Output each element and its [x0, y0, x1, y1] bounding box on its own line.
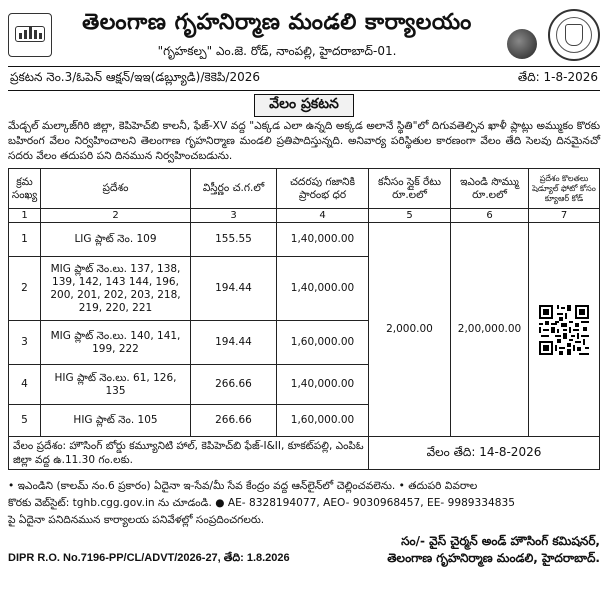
note-line: కొరకు వెబ్‌సైట్: tghb.cgg.gov.in ను చూడండి. ● AE- 8328194077, AEO- 9030968457, EE- 9989334835 [8, 497, 515, 509]
government-seal-icon [548, 9, 600, 61]
header-area: విస్తీర్ణం చ.గ.లో [191, 169, 277, 209]
header-qr: ప్రదేశం కొలతలు షెడ్యూల్ ఫోటో కోసం క్యూఆర్ కోడ్ [529, 169, 600, 209]
housing-board-logo [8, 13, 52, 57]
row-place: LIG ప్లాట్ నెం. 109 [41, 223, 191, 257]
row-price: 1,40,000.00 [277, 365, 369, 405]
notice-number: ప్రకటన నెం.3/ఓపెన్ ఆక్షన్/ఇఇ(డబ్ల్యూడి)/కెకెపి/2026 [10, 70, 261, 84]
row-area: 194.44 [191, 321, 277, 365]
row-area: 266.66 [191, 365, 277, 405]
telangana-rising-logo [502, 11, 542, 59]
auction-venue: వేలం ప్రదేశం: హౌసింగ్ బోర్డు కమ్యూనిటి హాల్, కెపిహెచ్‌బి ఫేజ్-I&II, కూకట్‌పల్లి, ఎంపిఓ జిల్లా వద్ద ఉ.11.30 గం.లకు. [9, 437, 369, 469]
col-number: 6 [451, 209, 529, 223]
title-block [52, 10, 502, 61]
col-number: 7 [529, 209, 600, 223]
qr-code-icon[interactable] [539, 305, 589, 355]
row-price: 1,60,000.00 [277, 405, 369, 437]
row-place: MIG ప్లాట్ నెం.లు. 137, 138, 139, 142, 143 144, 196, 200, 201, 202, 203, 218, 219, 220, 221 [41, 257, 191, 321]
signatory [387, 533, 600, 567]
auction-banner: వేలం ప్రకటన [254, 94, 354, 117]
header-place: ప్రదేశం [41, 169, 191, 209]
qr-code-cell [529, 223, 600, 437]
reference-line [8, 66, 600, 91]
col-number: 5 [369, 209, 451, 223]
row-place: MIG ప్లాట్ నెం.లు. 140, 141, 199, 222 [41, 321, 191, 365]
col-number: 3 [191, 209, 277, 223]
dipr-ro-number: DIPR R.O. No.7196-PP/CL/ADVT/2026-27, తేది: 1.8.2026 [8, 552, 290, 564]
row-price: 1,40,000.00 [277, 257, 369, 321]
row-place: HIG ప్లాట్ నెం.లు. 61, 126, 135 [41, 365, 191, 405]
row-price: 1,40,000.00 [277, 223, 369, 257]
header-sno: క్రమ సంఖ్య [9, 169, 41, 209]
min-bid-cell: 2,000.00 [369, 223, 451, 437]
signatory-line: సం/- వైస్ చైర్మన్ అండ్ హౌసింగ్ కమిషనర్, [401, 534, 600, 548]
office-address: "గృహకల్ప" ఎం.జె. రోడ్, నాంపల్లి, హైదరాబాద్-01. [157, 43, 397, 58]
row-place: HIG ప్లాట్ నెం. 105 [41, 405, 191, 437]
notes [8, 478, 600, 529]
note-line: పై ఏదైనా పనిదినమున కార్యాలయ పనివేళల్లో సంప్రదించగలరు. [8, 514, 265, 526]
header-emd: ఇఎండి సొమ్ము రూ.లలో [451, 169, 529, 209]
row-sno: 5 [9, 405, 41, 437]
footer [8, 533, 600, 567]
header-min-bid: కనీసం స్లైక్ రేటు రూ.లలో [369, 169, 451, 209]
emd-cell: 2,00,000.00 [451, 223, 529, 437]
row-area: 266.66 [191, 405, 277, 437]
row-sno: 1 [9, 223, 41, 257]
table-row [9, 223, 600, 257]
row-area: 155.55 [191, 223, 277, 257]
col-number: 1 [9, 209, 41, 223]
auction-date: వేలం తేది: 14-8-2026 [426, 444, 542, 459]
page-title: తెలంగాణ గృహనిర్మాణ మండలి కార్యాలయం [82, 9, 472, 35]
row-sno: 3 [9, 321, 41, 365]
row-area: 194.44 [191, 257, 277, 321]
row-sno: 2 [9, 257, 41, 321]
signatory-line: తెలంగాణ గృహనిర్మాణ మండలి, హైదరాబాద్. [387, 551, 600, 565]
intro-paragraph: మేడ్చల్ మల్కాజ్‌గిరి జిల్లా, కెపిహెచ్‌బి కాలనీ, ఫేజ్-XV వద్ద "ఎక్కడ ఎలా ఉన్నది అక్కడ అలానే స్థితి"లో దిగువతెల్పిన ఖాళీ ప్లాట్లు అమ్ముకం కొరకు బహిరంగ వేలం నిర్వహించాలని తెలంగాణ గృహనిర్మాణ మండలి ప్రతిపాదిస్తున్నది. అనివార్య పరిస్థితుల కారణంగా వేలం తేది సెలవు దినమైనచో సదరు వేలం తదుపరి పని దినమున నిర్వహించబడును. [8, 120, 600, 162]
venue-row [8, 437, 600, 470]
header-price: చదరపు గజానికి ప్రారంభ ధర [277, 169, 369, 209]
header [8, 6, 600, 64]
row-sno: 4 [9, 365, 41, 405]
notice-date: తేది: 1-8-2026 [517, 70, 598, 84]
note-line: • ఇఎండిని (కాలమ్ నం.6 ప్రకారం) ఏదైనా ఇ-సేవ/మీ సేవ కేంద్రం వద్ద ఆన్‌లైన్‌లో చెల్లించవలెను. • తదుపరి వివరాల [8, 480, 478, 492]
col-number: 2 [41, 209, 191, 223]
col-number: 4 [277, 209, 369, 223]
row-price: 1,60,000.00 [277, 321, 369, 365]
plots-table [8, 168, 600, 437]
